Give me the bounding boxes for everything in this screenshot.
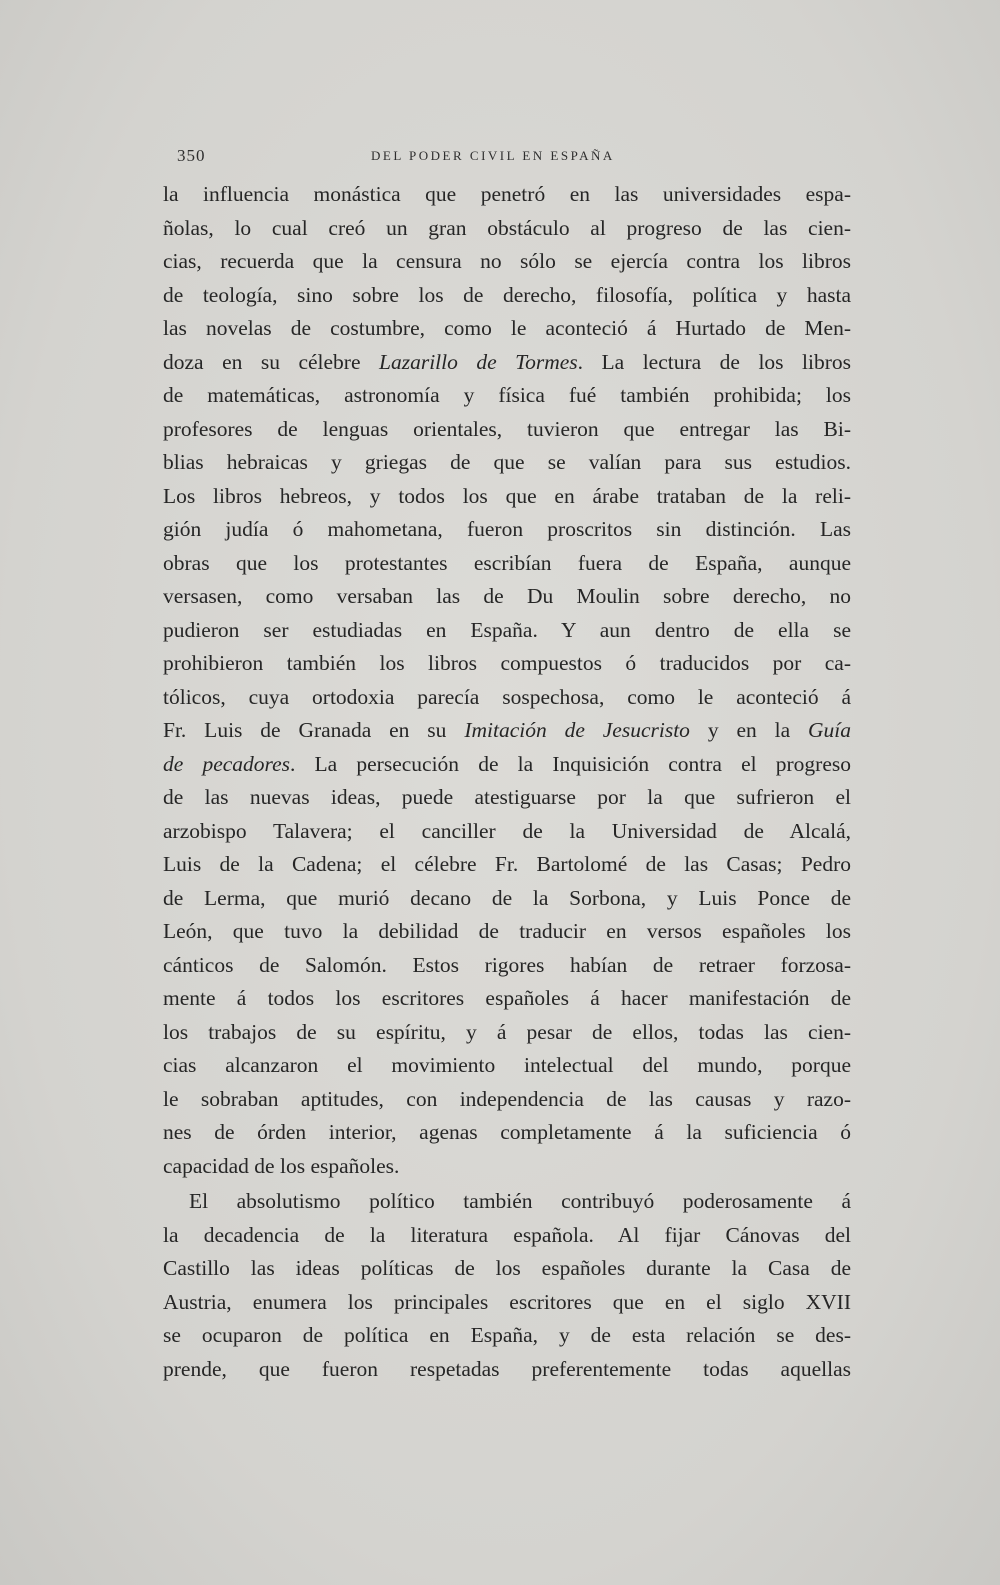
italic-title: Imitación de Jesucristo	[464, 718, 690, 742]
text-line: doza en su célebre Lazarillo de Tormes. La lectura de los libros	[163, 349, 851, 374]
text-line: León, que tuvo la debilidad de traducir en versos españoles los	[163, 919, 851, 943]
text-line: de las nuevas ideas, puede atestiguarse por la que sufrieron el	[163, 785, 851, 809]
text-line: El absolutismo político también contribuyó poderosamente á	[189, 1189, 851, 1213]
body-text	[163, 178, 851, 1386]
text-line: prende, que fueron respetadas preferentemente todas aquellas	[163, 1356, 851, 1381]
text-line: las novelas de costumbre, como le aconteció á Hurtado de Men-	[163, 316, 851, 340]
text-line: la influencia monástica que penetró en las universidades espa-	[163, 182, 851, 206]
text-line: la decadencia de la literatura española. Al fijar Cánovas del	[163, 1222, 851, 1247]
text-line: los trabajos de su espíritu, y á pesar de ellos, todas las cien-	[163, 1019, 851, 1044]
text-line: obras que los protestantes escribían fuera de España, aunque	[163, 550, 851, 575]
text-line: le sobraban aptitudes, con independencia de las causas y razo-	[163, 1086, 851, 1111]
text-line: blias hebraicas y griegas de que se valían para sus estudios.	[163, 450, 851, 474]
italic-title: Lazarillo de Tormes	[379, 349, 578, 374]
text-line: de matemáticas, astronomía y física fué también prohibida; los	[163, 383, 851, 407]
italic-title: de pecadores	[163, 751, 291, 776]
running-title: DEL PODER CIVIL EN ESPAÑA	[371, 148, 615, 163]
text-line: cias, recuerda que la censura no sólo se ejercía contra los libros	[163, 249, 851, 273]
page-header	[163, 146, 853, 170]
text-line: ñolas, lo cual creó un gran obstáculo al progreso de las cien-	[163, 215, 851, 240]
italic-title: Guía	[808, 718, 852, 742]
text-line: cias alcanzaron el movimiento intelectual del mundo, porque	[163, 1053, 851, 1077]
text-line: nes de órden interior, agenas completamente á la suficiencia ó	[163, 1120, 851, 1144]
text-line: prohibieron también los libros compuestos ó traducidos por ca-	[163, 651, 851, 675]
text-line: tólicos, cuya ortodoxia parecía sospechosa, como le aconteció á	[163, 684, 851, 709]
text-line: versasen, como versaban las de Du Moulin sobre derecho, no	[163, 584, 851, 608]
text-line: arzobispo Talavera; el canciller de la Universidad de Alcalá,	[163, 818, 851, 843]
text-line: mente á todos los escritores españoles á hacer manifestación de	[163, 986, 851, 1010]
text-line: de Lerma, que murió decano de la Sorbona, y Luis Ponce de	[163, 885, 851, 910]
page-number: 350	[177, 146, 206, 165]
text-line: de pecadores. La persecución de la Inquisición contra el progreso	[163, 751, 851, 776]
text-line: gión judía ó mahometana, fueron proscritos sin distinción. Las	[163, 517, 851, 541]
text-line: Castillo las ideas políticas de los españoles durante la Casa de	[163, 1256, 851, 1280]
text-line: Austria, enumera los principales escritores que en el siglo XVII	[163, 1289, 851, 1314]
text-line: capacidad de los españoles.	[163, 1153, 400, 1178]
text-line: Los libros hebreos, y todos los que en árabe trataban de la reli-	[163, 483, 851, 508]
text-line: Luis de la Cadena; el célebre Fr. Bartolomé de las Casas; Pedro	[163, 852, 851, 876]
text-line: cánticos de Salomón. Estos rigores habían de retraer forzosa-	[163, 952, 851, 977]
text-line: pudieron ser estudiadas en España. Y aun dentro de ella se	[163, 617, 851, 642]
text-line: se ocuparon de política en España, y de esta relación se des-	[163, 1323, 851, 1347]
text-line: Fr. Luis de Granada en su Imitación de Jesucristo y en la Guía	[163, 718, 852, 742]
text-line: profesores de lenguas orientales, tuvieron que entregar las Bi-	[163, 416, 851, 441]
text-line: de teología, sino sobre los de derecho, filosofía, política y hasta	[163, 282, 851, 307]
